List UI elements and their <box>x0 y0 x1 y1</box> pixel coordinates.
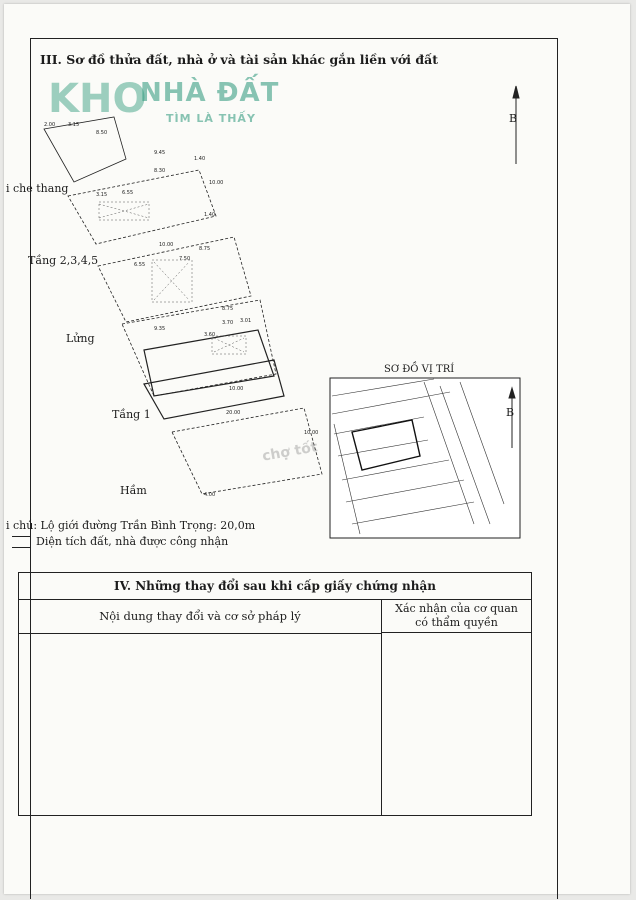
changes-table <box>18 572 532 816</box>
watermark-kho: KHO <box>48 76 147 122</box>
section-3-title: III. Sơ đồ thửa đất, nhà ở và tài sản khác gắn liền với đất <box>40 52 438 67</box>
dim-17: 3.70 <box>222 320 234 326</box>
dim-7: 10.00 <box>209 180 224 186</box>
dim-15: 9.35 <box>154 326 166 332</box>
stamp-watermark: chợ tốt <box>261 439 319 465</box>
dim-19: 8.75 <box>222 306 234 312</box>
dim-21: 20.00 <box>226 410 241 416</box>
north-label-location: B <box>506 406 515 419</box>
dim-4: 9.45 <box>154 150 166 156</box>
label-basement: Hầm <box>120 484 147 497</box>
label-stair-cover: i che thang <box>6 182 69 195</box>
dim-16: 3.60 <box>204 332 216 338</box>
legend-text: Diện tích đất, nhà được công nhận <box>36 535 229 548</box>
label-floor-1: Tầng 1 <box>112 408 151 421</box>
north-arrow-main <box>513 86 519 164</box>
col-header-confirm-line1: Xác nhận của cơ quan <box>395 602 518 615</box>
dim-11: 10.00 <box>159 242 174 248</box>
dim-9: 6.55 <box>122 190 134 196</box>
legend-box <box>12 536 31 548</box>
floor-1-block <box>144 360 284 419</box>
section-4-title: IV. Những thay đổi sau khi cấp giấy chứng nhận <box>19 573 531 600</box>
north-label-main: B <box>509 112 518 125</box>
changes-content-cell <box>19 634 382 815</box>
dim-3: 8.50 <box>96 130 108 136</box>
dim-5: 8.30 <box>154 168 166 174</box>
roof-block <box>44 117 126 182</box>
location-map <box>330 378 520 538</box>
dim-10: 1.40 <box>204 212 216 218</box>
dim-13: 8.75 <box>199 246 211 252</box>
dim-8: 3.15 <box>96 192 108 198</box>
col-header-confirm <box>382 599 531 633</box>
dim-18: 3.01 <box>240 318 252 324</box>
label-mezzanine: Lửng <box>66 332 95 345</box>
dim-12: 7.50 <box>179 256 191 262</box>
dim-6: 1.40 <box>194 156 206 162</box>
dim-20: 10.00 <box>229 386 244 392</box>
col-header-content: Nội dung thay đổi và cơ sở pháp lý <box>19 599 382 634</box>
dim-23: 10.00 <box>304 430 319 436</box>
watermark-tagline: TÌM LÀ THẤY <box>166 112 256 125</box>
location-map-title: SƠ ĐỒ VỊ TRÍ <box>384 364 455 375</box>
stair-cover-block <box>68 170 216 244</box>
watermark-brand: NHÀ ĐẤT <box>140 78 280 108</box>
dim-1: 2.00 <box>44 122 56 128</box>
label-floors-2-5: Tầng 2,3,4,5 <box>28 254 99 267</box>
col-header-confirm-line2: có thẩm quyền <box>415 616 498 629</box>
dim-22: 4.00 <box>204 492 216 498</box>
mezzanine-block-outer <box>122 300 276 396</box>
dim-14: 6.55 <box>134 262 146 268</box>
document-page <box>4 4 630 894</box>
dim-2: 3.15 <box>68 122 80 128</box>
road-width-note: i chú: Lộ giới đường Trần Bình Trọng: 20,0m <box>6 519 256 532</box>
